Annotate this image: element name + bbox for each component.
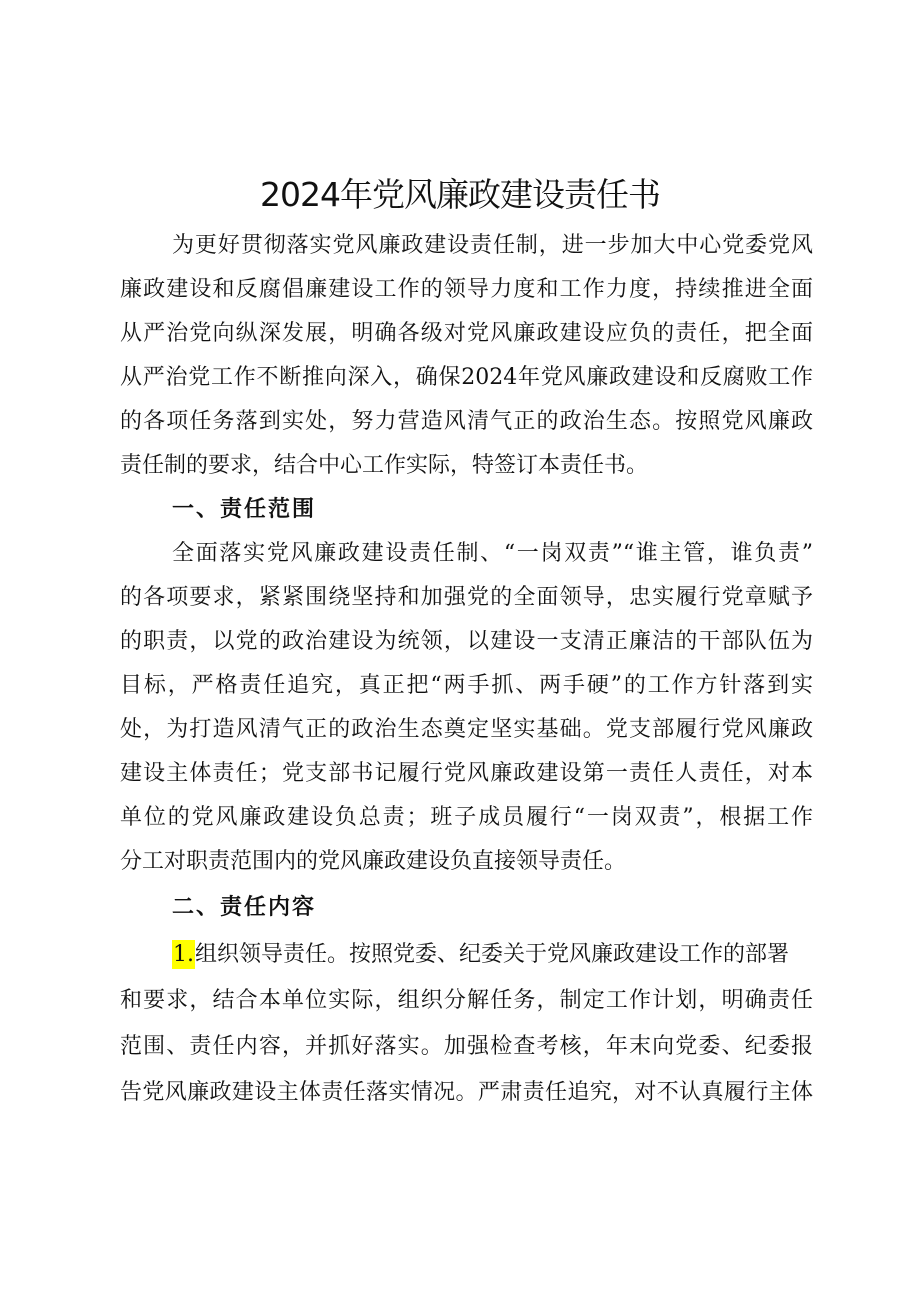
section1-line: 全面落实党风廉政建设责任制、“一岗双责”“谁主管，谁负责” <box>172 541 813 566</box>
intro-line: 为更好贯彻落实党风廉政建设责任制，进一步加大中心党委党风 <box>172 233 813 258</box>
intro-line: 责任制的要求，结合中心工作实际，特签订本责任书。 <box>120 453 649 478</box>
section1-line: 目标，严格责任追究，真正把“两手抓、两手硬”的工作方针落到实 <box>120 673 813 698</box>
section-heading-scope: 一、责任范围 <box>172 497 317 522</box>
item1-line: 和要求，结合本单位实际，组织分解任务，制定工作计划，明确责任 <box>120 988 813 1013</box>
intro-line: 的各项任务落到实处，努力营造风清气正的政治生态。按照党风廉政 <box>120 409 813 434</box>
item1-line: 范围、责任内容，并抓好落实。加强检查考核，年末向党委、纪委报 <box>120 1034 813 1059</box>
intro-line: 廉政建设和反腐倡廉建设工作的领导力度和工作力度，持续推进全面 <box>120 277 813 302</box>
item1-first-line <box>172 938 789 972</box>
section1-line: 的职责，以党的政治建设为统领，以建设一支清正廉洁的干部队伍为 <box>120 629 813 654</box>
section-heading-content: 二、责任内容 <box>172 895 317 920</box>
section1-line: 单位的党风廉政建设负总责；班子成员履行“一岗双责”，根据工作 <box>120 805 813 830</box>
section1-line: 处，为打造风清气正的政治生态奠定坚实基础。党支部履行党风廉政 <box>120 717 813 742</box>
intro-line: 从严治党工作不断推向深入，确保2024年党风廉政建设和反腐败工作 <box>120 365 813 390</box>
item1-line: 告党风廉政建设主体责任落实情况。严肃责任追究，对不认真履行主体 <box>120 1080 813 1105</box>
intro-line: 从严治党向纵深发展，明确各级对党风廉政建设应负的责任，把全面 <box>120 321 813 346</box>
section1-line: 的各项要求，紧紧围绕坚持和加强党的全面领导，忠实履行党章赋予 <box>120 585 813 610</box>
highlighted-item-number: 1. <box>173 942 194 967</box>
section1-line: 分工对职责范围内的党风廉政建设负直接领导责任。 <box>120 849 627 874</box>
section1-line: 建设主体责任；党支部书记履行党风廉政建设第一责任人责任，对本 <box>120 761 813 786</box>
item1-first-line-text: 组织领导责任。按照党委、纪委关于党风廉政建设工作的部署 <box>195 942 790 967</box>
document-title: 2024年党风廉政建设责任书 <box>260 175 660 214</box>
